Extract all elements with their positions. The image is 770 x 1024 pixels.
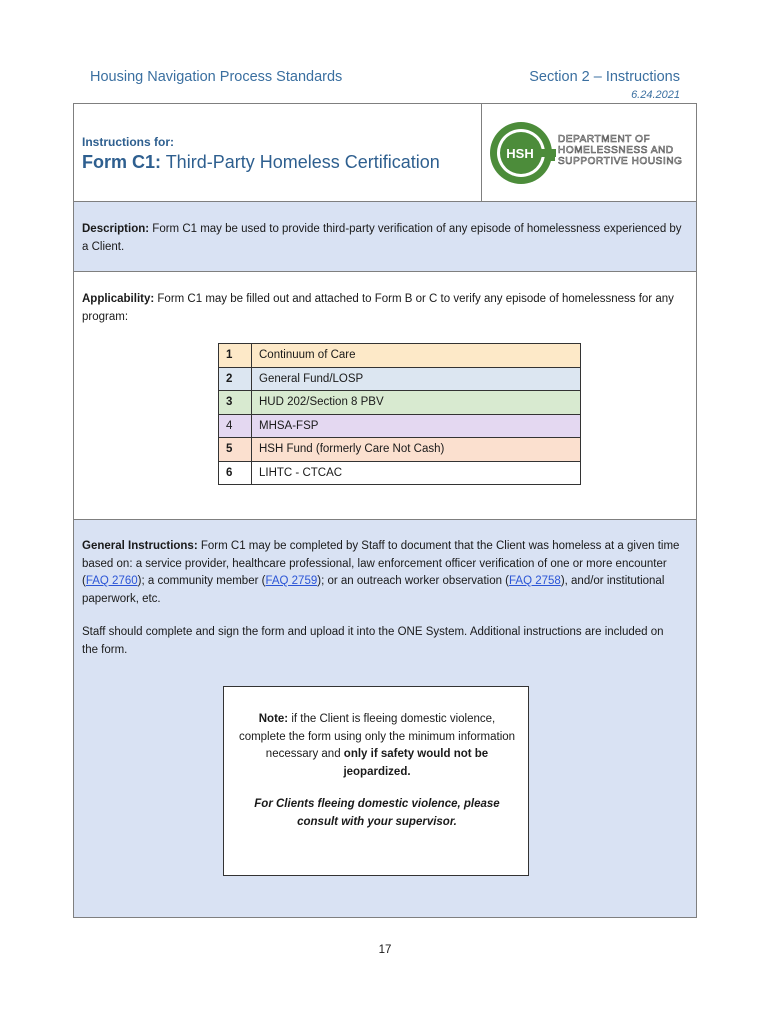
general-instructions-label: General Instructions:: [82, 540, 198, 552]
program-name: MHSA-FSP: [252, 414, 581, 438]
logo-abbr: HSH: [506, 146, 534, 161]
applicability-label: Applicability:: [82, 293, 155, 305]
faq-2759-link[interactable]: FAQ 2759: [265, 575, 318, 587]
title-cell: [74, 104, 482, 202]
applicability-text: [82, 290, 687, 326]
note-label: Note:: [258, 713, 289, 725]
running-header-date: 6.24.2021: [631, 89, 680, 101]
applicability-section: [74, 272, 696, 520]
logo-line-3: SUPPORTIVE HOUSING: [558, 156, 683, 167]
general-text-b: ); a community member (: [137, 575, 266, 587]
running-header-section: Section 2 – Instructions: [529, 69, 680, 85]
program-row: [219, 344, 581, 368]
form-title: [82, 152, 440, 173]
page-number: 17: [378, 944, 392, 956]
general-text-c: ); or an outreach worker observation (: [317, 575, 510, 587]
description-text: [82, 220, 682, 256]
general-instructions-section: [74, 520, 696, 917]
note-text-a: if the Client is fleeing domestic violence, complete the form using only the minimum information necessary and: [238, 713, 516, 760]
program-number: 5: [219, 438, 252, 462]
program-number: 1: [219, 344, 252, 368]
hsh-logo: [486, 118, 692, 188]
logo-text: [558, 134, 683, 167]
faq-2758-link[interactable]: FAQ 2758: [509, 575, 561, 587]
general-text-d: ), and/or institutional paperwork, etc.: [82, 575, 665, 605]
general-text-a: Form C1 may be completed by Staff to document that the Client was homeless at a given time based on: a service provider, healthcare professional, law enforcement officer verification of one or more encounter (: [82, 540, 680, 587]
program-name: Continuum of Care: [252, 344, 581, 368]
program-row: [219, 461, 581, 485]
faq-2760-link[interactable]: FAQ 2760: [85, 575, 138, 587]
program-name: General Fund/LOSP: [252, 367, 581, 391]
program-number: 2: [219, 367, 252, 391]
program-number: 6: [219, 461, 252, 485]
program-row: [219, 391, 581, 415]
description-label: Description:: [82, 223, 150, 235]
description-section: [74, 202, 696, 272]
form-id: Form C1:: [82, 152, 162, 172]
note-text-bold: only if safety would not be jeopardized.: [343, 748, 489, 778]
hsh-key-icon: [486, 118, 556, 188]
form-name: Third-Party Homeless Certification: [161, 152, 440, 172]
program-number: 3: [219, 391, 252, 415]
title-row: [74, 104, 696, 202]
instructions-for-label: Instructions for:: [82, 135, 174, 149]
running-header-title: Housing Navigation Process Standards: [90, 69, 343, 85]
program-table: [218, 343, 581, 485]
instruction-frame: [73, 103, 697, 918]
note-para2: For Clients fleeing domestic violence, please consult with your supervisor.: [254, 798, 500, 828]
description-body: Form C1 may be used to provide third-party verification of any episode of homelessness experienced by a Client.: [82, 223, 682, 253]
general-instructions-para2: Staff should complete and sign the form and upload it into the ONE System. Additional instructions are included on the form.: [82, 626, 664, 656]
note-box: [223, 686, 529, 876]
applicability-body: Form C1 may be filled out and attached to Form B or C to verify any episode of homelessness for any program:: [82, 293, 674, 323]
program-row: [219, 367, 581, 391]
general-instructions-text: [82, 538, 694, 608]
program-row: [219, 438, 581, 462]
program-row: [219, 414, 581, 438]
logo-line-2: HOMELESSNESS AND: [558, 145, 674, 156]
logo-line-1: DEPARTMENT OF: [558, 134, 651, 145]
note-text: [236, 711, 518, 781]
key-teeth-icon: [549, 147, 555, 167]
program-name: LIHTC - CTCAC: [252, 461, 581, 485]
program-name: HUD 202/Section 8 PBV: [252, 391, 581, 415]
program-name: HSH Fund (formerly Care Not Cash): [252, 438, 581, 462]
program-number: 4: [219, 414, 252, 438]
